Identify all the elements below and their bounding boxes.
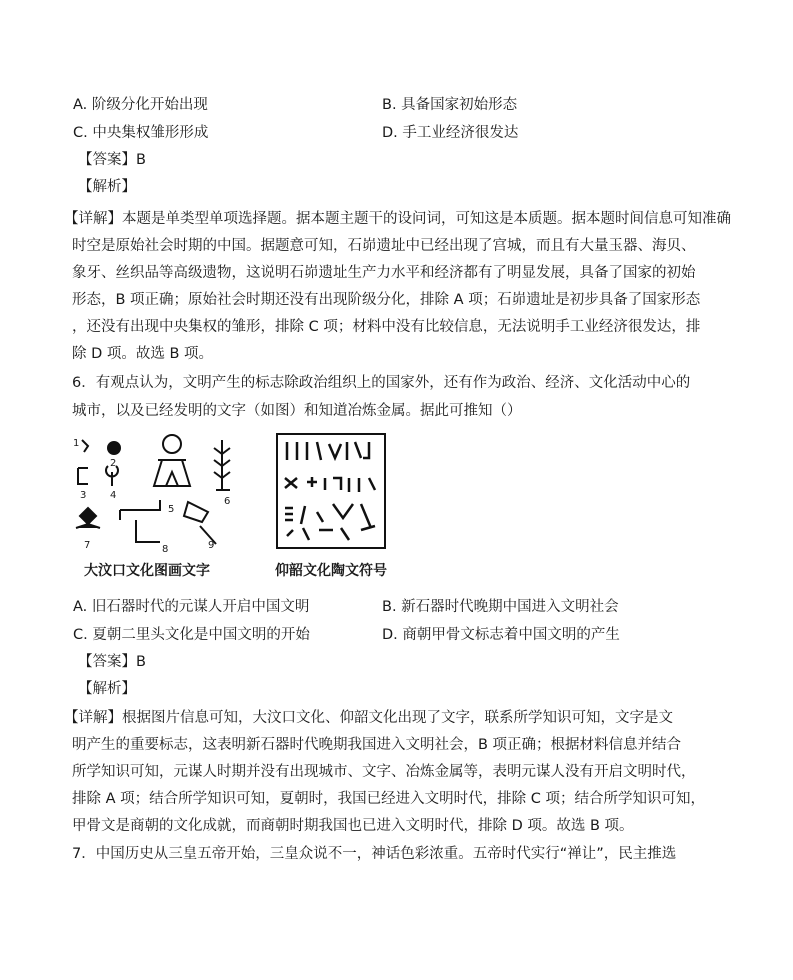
q7-stem-line: 7．中国历史从三皇五帝开始，三皇众说不一，神话色彩浓重。五帝时代实行“禅让”，民主推选 [72,846,677,862]
pictograph-number: 2 [110,458,117,469]
pictograph-number: 3 [80,490,87,501]
q5-detail-line: 【详解】本题是单类型单项选择题。据本题主题干的设问词，可知这是本质题。据本题时间信息可知准确 [64,211,731,227]
pictograph-drawing [70,432,240,552]
q5-detail-line: 形态，B 项正确；原始社会时期还没有出现阶级分化，排除 A 项；石峁遗址是初步具备了国家形态 [72,292,701,308]
q6-detail-line: 所学知识可知，元谋人时期并没有出现城市、文字、冶炼金属等，表明元谋人没有开启文明时代， [72,764,696,780]
pictograph-number: 8 [162,544,169,555]
pictograph-number: 1 [73,438,80,449]
q5-option-b: B. 具备国家初始形态 [382,97,518,113]
pictograph-number: 9 [208,540,215,551]
q6-detail-line: 【详解】根据图片信息可知，大汶口文化、仰韶文化出现了文字，联系所学知识可知，文字是文 [64,710,673,726]
pictograph-number: 5 [168,504,175,515]
q6-option-d: D. 商朝甲骨文标志着中国文明的产生 [382,627,620,643]
q6-detail-line: 排除 A 项；结合所学知识可知，夏朝时，我国已经进入文明时代，排除 C 项；结合所学知识可知， [72,791,705,807]
q6-stem-line: 城市，以及已经发明的文字（如图）和知道冶炼金属。据此可推知（） [72,403,522,419]
q5-option-d: D. 手工业经济很发达 [382,125,519,141]
q6-option-b: B. 新石器时代晚期中国进入文明社会 [382,599,619,615]
q5-option-a: A. 阶级分化开始出现 [73,97,208,113]
q5-detail-line: 象牙、丝织品等高级遗物，这说明石峁遗址生产力水平和经济都有了明显发展，具备了国家的初始 [72,265,696,281]
pottery-symbols-drawing [275,432,387,550]
q5-option-c: C. 中央集权雏形形成 [73,125,209,141]
figure-right-caption: 仰韶文化陶文符号 [275,563,387,579]
q6-answer: 【答案】B [78,654,146,670]
q6-detail-line: 甲骨文是商朝的文化成就，而商朝时期我国也已进入文明时代，排除 D 项。故选 B 项。 [72,818,634,834]
pictograph-number: 4 [110,490,117,501]
q6-stem-line: 6．有观点认为，文明产生的标志除政治组织上的国家外，还有作为政治、经济、文化活动中心的 [72,375,691,391]
dawenkou-pictograph-figure [70,432,240,582]
pictograph-number: 6 [224,496,231,507]
q6-option-a: A. 旧石器时代的元谋人开启中国文明 [73,599,310,615]
pictograph-number: 7 [84,540,91,551]
q5-answer: 【答案】B [78,152,146,168]
q5-detail-line: 时空是原始社会时期的中国。据题意可知，石峁遗址中已经出现了宫城，而且有大量玉器、海贝、 [72,238,696,254]
yangshao-pottery-symbol-figure [275,432,405,582]
q6-analysis-label: 【解析】 [78,681,136,697]
figure-left-caption: 大汶口文化图画文字 [84,563,210,579]
q6-option-c: C. 夏朝二里头文化是中国文明的开始 [73,627,310,643]
q5-analysis-label: 【解析】 [78,179,136,195]
q6-detail-line: 明产生的重要标志，这表明新石器时代晚期我国进入文明社会，B 项正确；根据材料信息并结合 [72,737,682,753]
q5-detail-line: 除 D 项。故选 B 项。 [72,346,214,362]
q5-detail-line: ，还没有出现中央集权的雏形，排除 C 项；材料中没有比较信息，无法说明手工业经济很发达，排 [72,319,701,335]
